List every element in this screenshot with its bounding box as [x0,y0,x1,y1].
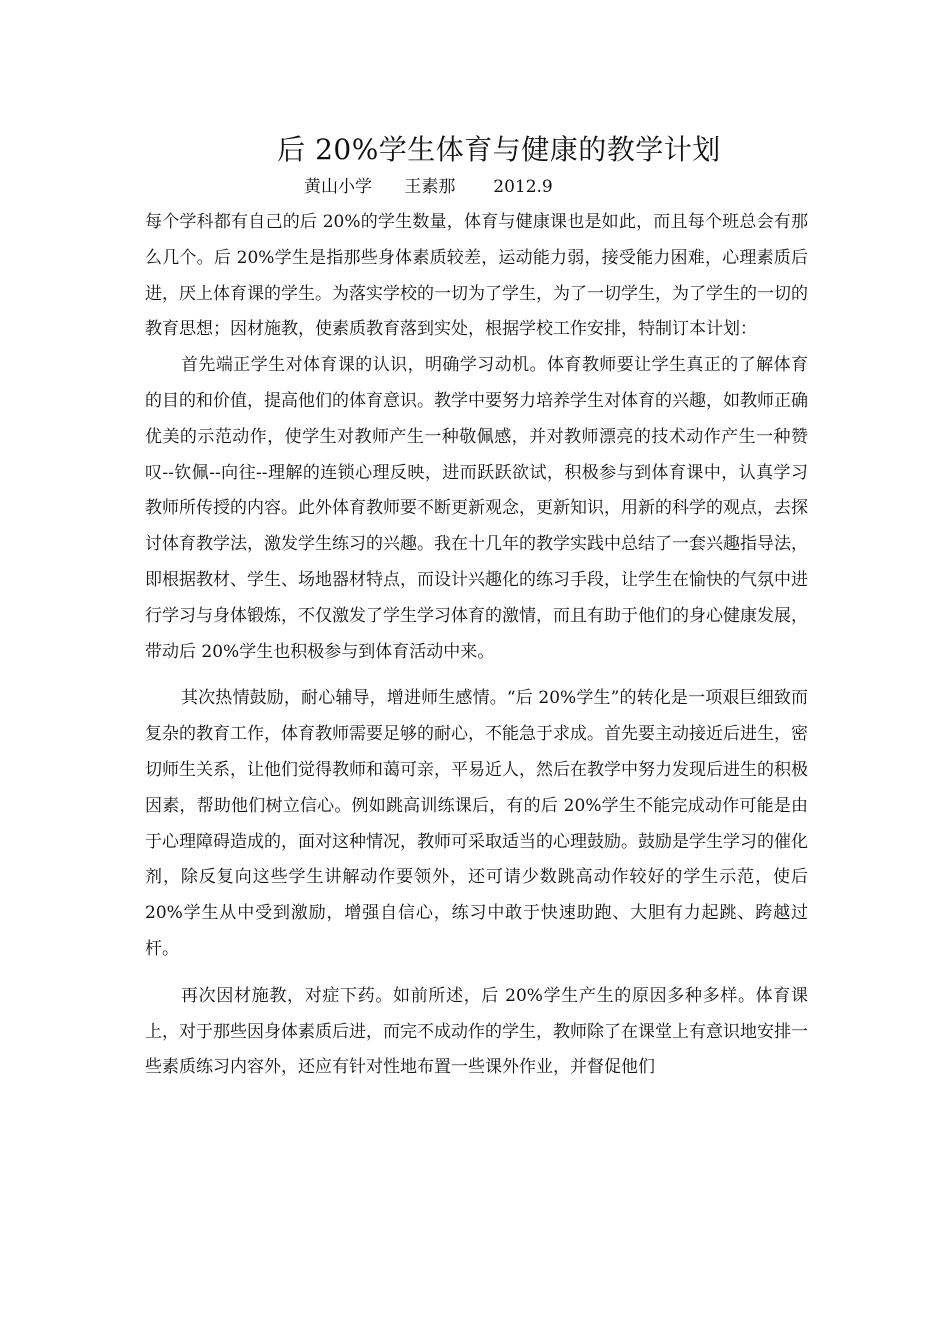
document-byline: 黄山小学 王素那 2012.9 [304,177,553,197]
paragraph-second: 其次热情鼓励，耐心辅导，增进师生感情。“后 20%学生”的转化是一项艰巨细致而复杂的教育工作，体育教师需要足够的耐心，不能急于求成。首先要主动接近后进生，密切师生关系，让他们觉得教师和蔼可亲，平易近人，然后在教学中努力发现后进生的积极因素，帮助他们树立信心。例如跳高训练课后，有的后 20%学生不能完成动作可能是由于心理障碍造成的，面对这种情况，教师可采取适当的心理鼓励。鼓励是学生学习的催化剂，除反复向这些学生讲解动作要领外，还可请少数跳高动作较好的学生示范，使后 20%学生从中受到激励，增强自信心，练习中敢于快速助跑、大胆有力起跳、跨越过杆。 [145,688,808,959]
paragraph-first: 首先端正学生对体育课的认识，明确学习动机。体育教师要让学生真正的了解体育的目的和价值，提高他们的体育意识。教学中要努力培养学生对体育的兴趣，如教师正确优美的示范动作，使学生对教师产生一种敬佩感，并对教师漂亮的技术动作产生一种赞叹--钦佩--向往--理解的连锁心理反映，进而跃跃欲试，积极参与到体育课中，认真学习教师所传授的内容。此外体育教师要不断更新观念，更新知识，用新的科学的观点，去探讨体育教学法，激发学生练习的兴趣。我在十几年的教学实践中总结了一套兴趣指导法，即根据教材、学生、场地器材特点，而设计兴趣化的练习手段，让学生在愉快的气氛中进行学习与身体锻炼，不仅激发了学生学习体育的激情，而且有助于他们的身心健康发展，带动后 20%学生也积极参与到体育活动中来。 [145,355,808,662]
paragraph-intro: 每个学科都有自己的后 20%的学生数量，体育与健康课也是如此，而且每个班总会有那么几个。后 20%学生是指那些身体素质较差，运动能力弱，接受能力困难，心理素质后进，厌上体育课的学生。为落实学校的一切为了学生，为了一切学生，为了学生的一切的教育思想；因材施教，使素质教育落到实处，根据学校工作安排，特制订本计划： [145,212,808,340]
document-body [145,205,808,1086]
paragraph-third: 再次因材施教，对症下药。如前所述，后 20%学生产生的原因多种多样。体育课上，对于那些因身体素质后进，而完不成动作的学生，教师除了在课堂上有意识地安排一些素质练习内容外，还应有针对性地布置一些课外作业，并督促他们 [145,985,808,1078]
document-title: 后 20%学生体育与健康的教学计划 [277,133,721,166]
